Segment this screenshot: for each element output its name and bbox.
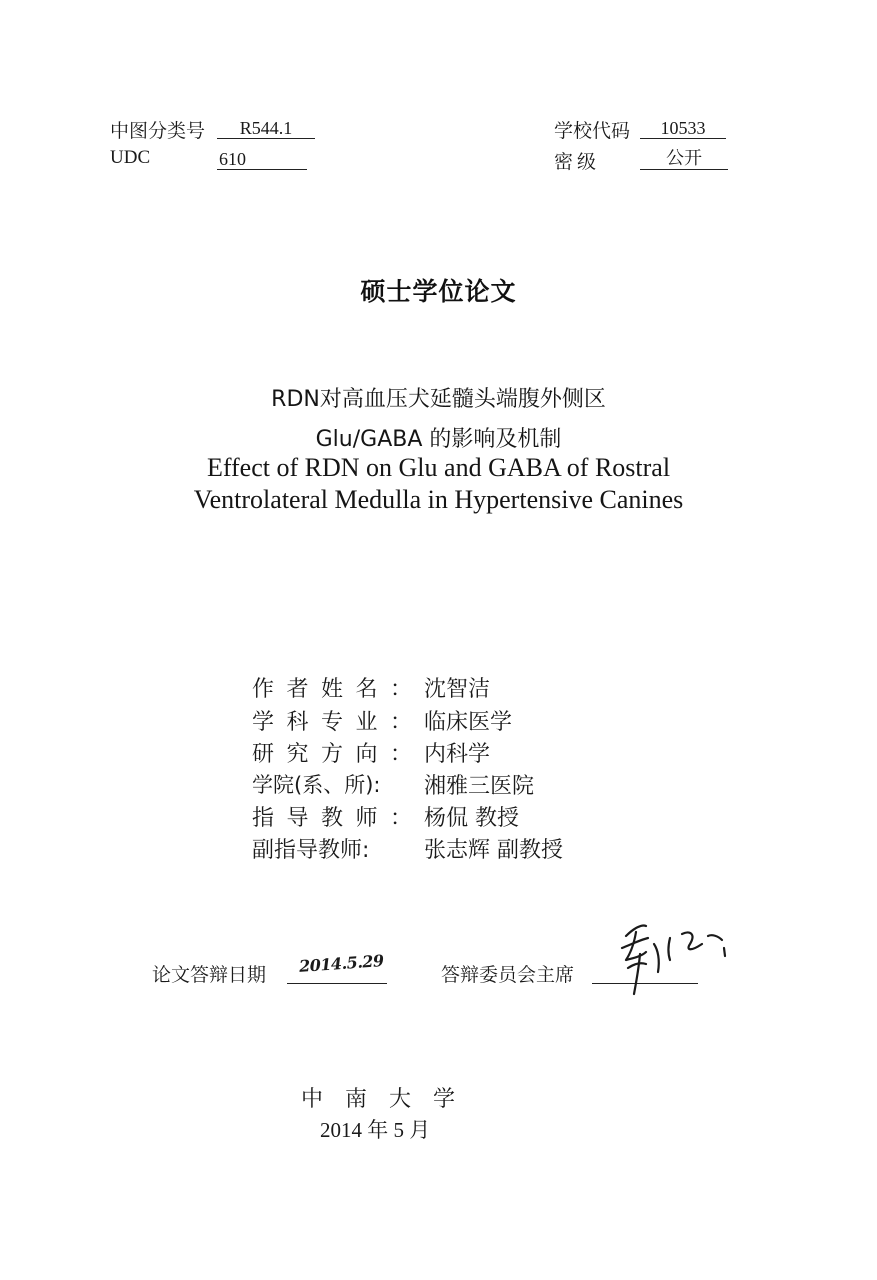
defense-chair-label: 答辩委员会主席 xyxy=(441,964,575,986)
info-value: 湘雅三医院 xyxy=(424,774,535,799)
info-label: 学院(系、所): xyxy=(252,773,381,797)
info-value: 杨侃 教授 xyxy=(424,806,519,831)
thesis-title-en-line1: Effect of RDN on Glu and GABA of Rostral xyxy=(206,453,671,482)
school-code-value: 10533 xyxy=(640,118,726,139)
chair-signature-image xyxy=(612,914,732,1000)
secrecy-label: 密级 xyxy=(554,151,601,173)
info-label: 作 者 姓 名 ： xyxy=(252,677,412,702)
info-label: 学 科 专 业 ： xyxy=(252,710,412,735)
info-label: 研 究 方 向 ： xyxy=(252,742,412,767)
udc-value: 610 xyxy=(217,149,307,170)
defense-date-line xyxy=(287,951,387,984)
thesis-title-cn-line1: RDN对高血压犬延髓头端腹外侧区 xyxy=(271,387,606,412)
info-label: 副指导教师: xyxy=(252,838,370,863)
secrecy-value: 公开 xyxy=(640,149,728,170)
university-name: 中南大学 xyxy=(301,1087,478,1112)
thesis-title-en-line2: Ventrolateral Medulla in Hypertensive Canines xyxy=(193,485,684,514)
defense-date-label: 论文答辩日期 xyxy=(152,964,267,986)
info-label: 指 导 教 师 ： xyxy=(252,806,412,831)
thesis-title-cn-line2: Glu/GABA 的影响及机制 xyxy=(315,427,562,452)
degree-title: 硕士学位论文 xyxy=(360,277,517,306)
info-value: 临床医学 xyxy=(424,710,513,735)
udc-label: UDC xyxy=(110,147,151,168)
info-value: 沈智洁 xyxy=(424,677,491,702)
info-value: 张志辉 副教授 xyxy=(424,838,563,863)
school-code-label: 学校代码 xyxy=(554,120,631,142)
clc-value: R544.1 xyxy=(217,118,315,139)
publication-date: 2014 年 5 月 xyxy=(320,1118,431,1142)
info-value: 内科学 xyxy=(424,742,491,767)
clc-label: 中图分类号 xyxy=(110,120,206,142)
defense-date-handwriting: 2014.5.29 xyxy=(298,951,385,976)
